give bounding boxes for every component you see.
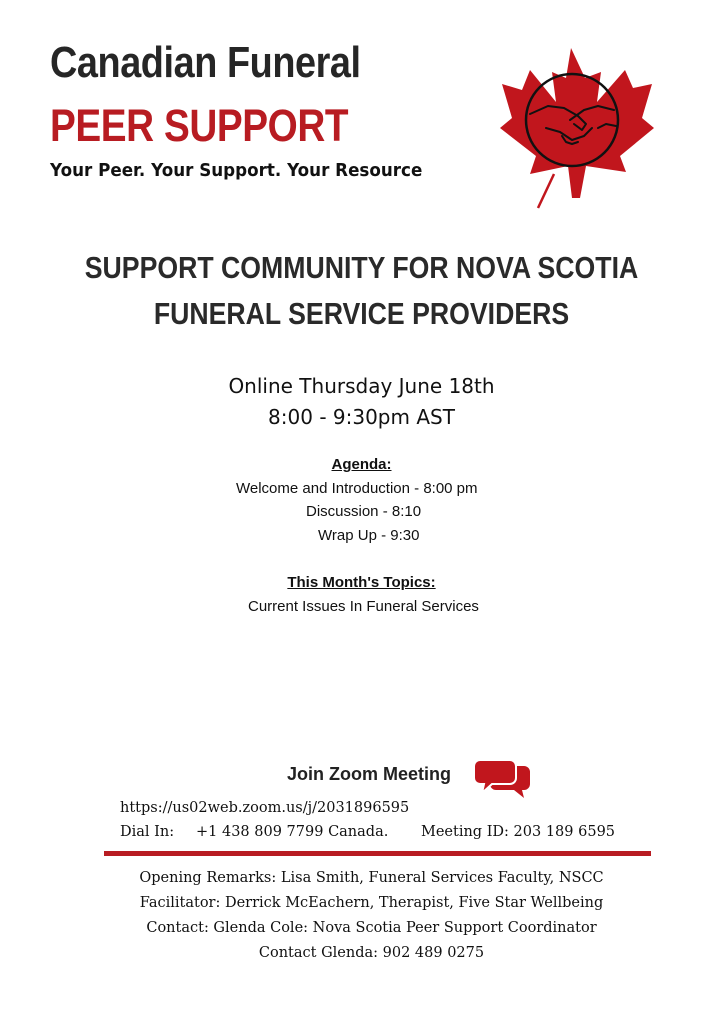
brand-line-2: PEER SUPPORT [50, 100, 349, 151]
maple-leaf-handshake-icon [486, 44, 656, 212]
event-time: 8:00 - 9:30pm AST [268, 405, 455, 429]
topics-heading: This Month's Topics: [287, 574, 436, 591]
headline-line-1: SUPPORT COMMUNITY FOR NOVA SCOTIA [84, 250, 639, 285]
agenda-item: Welcome and Introduction - 8:00 pm [236, 480, 478, 497]
agenda-heading: Agenda: [331, 456, 392, 473]
zoom-title: Join Zoom Meeting [287, 764, 451, 784]
dial-in-number: +1 438 809 7799 Canada. [196, 824, 389, 840]
tagline: Your Peer. Your Support. Your Resource [50, 160, 423, 181]
headline-line-2: FUNERAL SERVICE PROVIDERS [153, 296, 570, 331]
topic-item: Current Issues In Funeral Services [248, 598, 479, 615]
chat-bubbles-icon [474, 758, 532, 800]
divider [104, 851, 651, 856]
dial-in-label: Dial In: [120, 824, 175, 840]
meeting-id: Meeting ID: 203 189 6595 [421, 824, 616, 840]
brand-line-1: Canadian Funeral [50, 38, 361, 87]
event-date: Online Thursday June 18th [228, 374, 495, 398]
zoom-url-link[interactable]: https://us02web.zoom.us/j/2031896595 [120, 800, 410, 816]
credit-line: Opening Remarks: Lisa Smith, Funeral Services Faculty, NSCC [139, 870, 604, 886]
credit-line: Contact: Glenda Cole: Nova Scotia Peer Support Coordinator [146, 920, 597, 936]
agenda-item: Wrap Up - 9:30 [318, 527, 420, 544]
agenda-item: Discussion - 8:10 [306, 503, 422, 520]
credit-line: Contact Glenda: 902 489 0275 [258, 945, 485, 961]
credit-line: Facilitator: Derrick McEachern, Therapist, Five Star Wellbeing [139, 895, 604, 911]
